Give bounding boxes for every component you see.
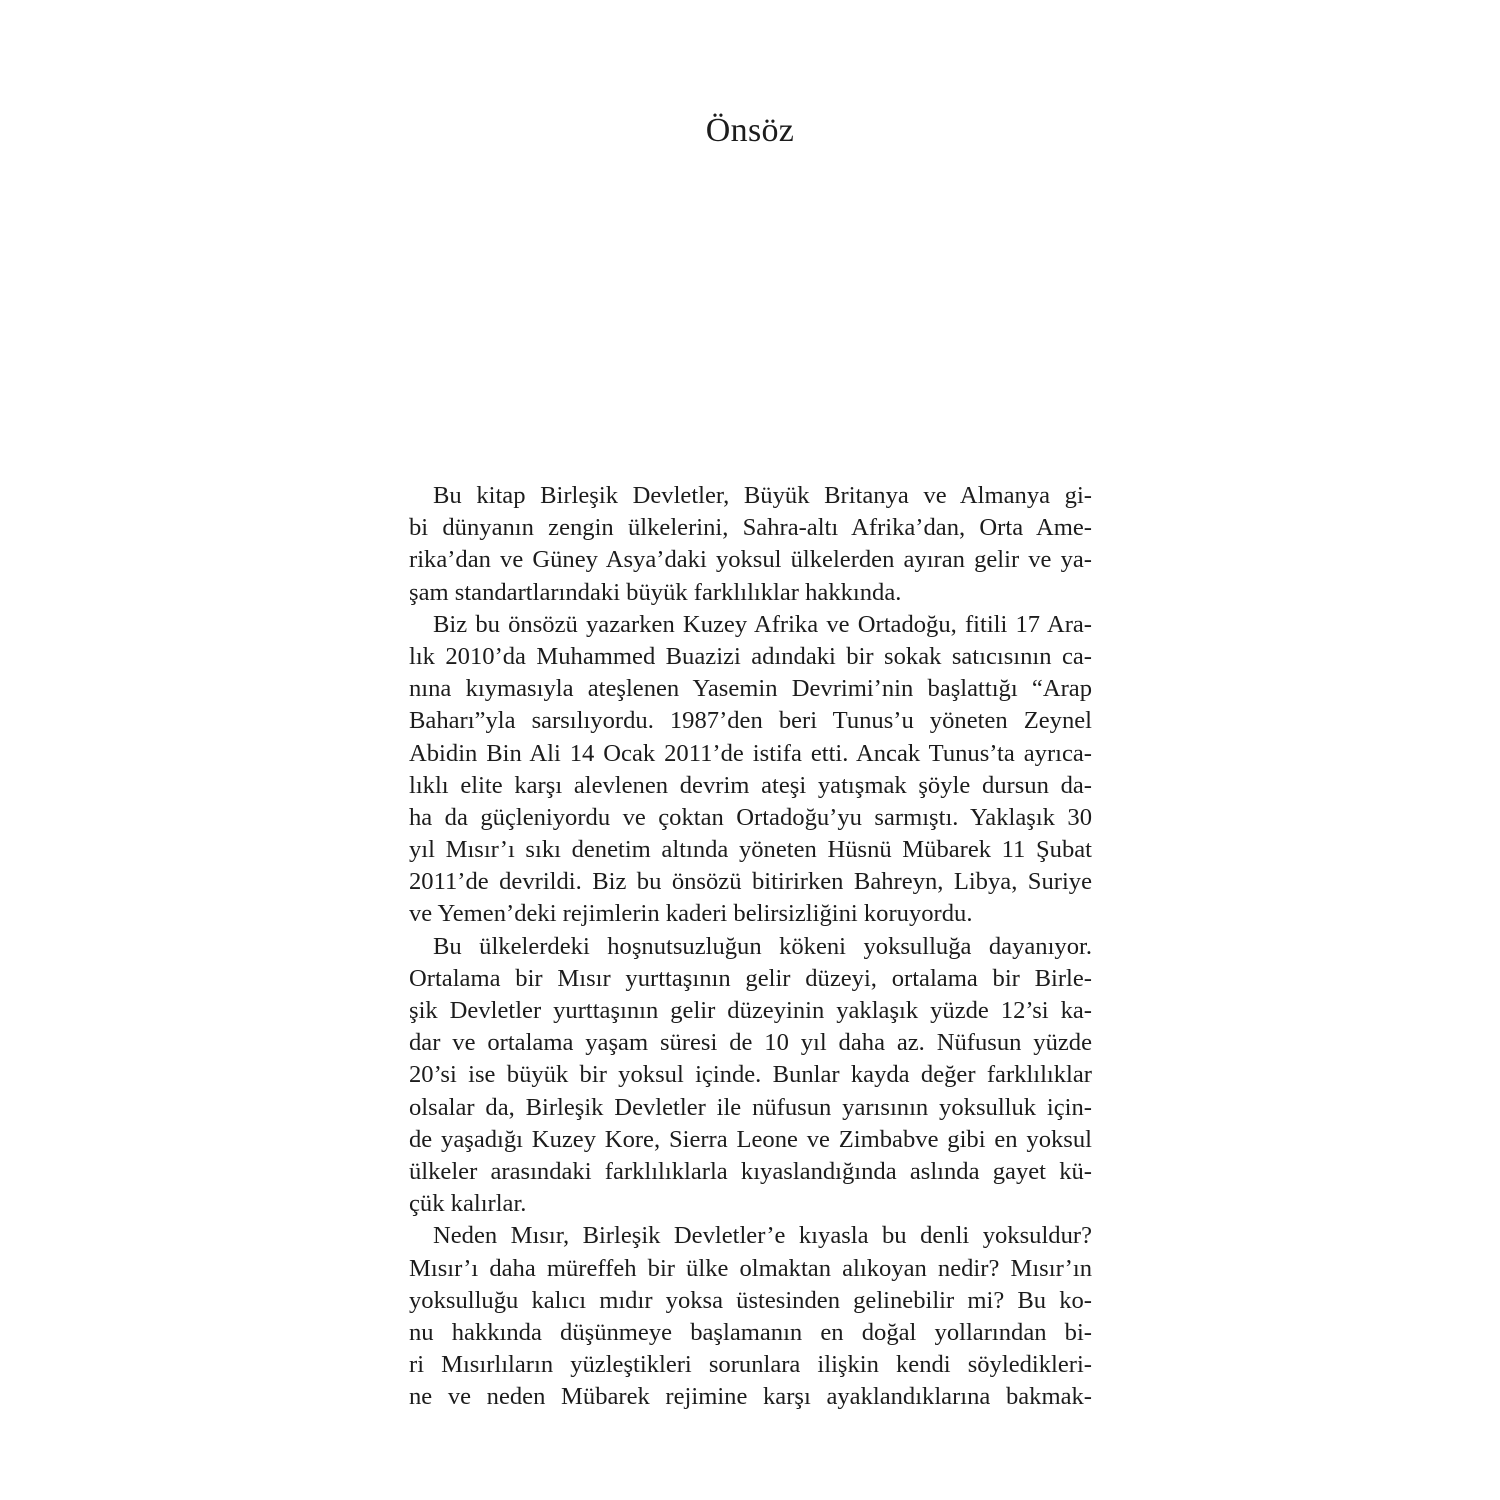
- text-line: şam standartlarındaki büyük farklılıklar hakkında.: [409, 578, 902, 606]
- text-line: şik Devletler yurttaşının gelir düzeyinin yaklaşık yüzde 12’si ka-: [409, 997, 1092, 1024]
- paragraph: [409, 1220, 1092, 1413]
- text-line: bi dünyanın zengin ülkelerini, Sahra-altı Afrika’dan, Orta Ame-: [409, 514, 1092, 542]
- text-line: ri Mısırlıların yüzleştikleri sorunlara ilişkin kendi söyledikleri-: [409, 1351, 1092, 1379]
- text-line: lıklı elite karşı alevlenen devrim ateşi yatışmak şöyle dursun da-: [409, 771, 1092, 799]
- text-line: Bu kitap Birleşik Devletler, Büyük Britanya ve Almanya gi-: [433, 482, 1092, 509]
- text-line: 2011’de devrildi. Biz bu önsözü bitirirken Bahreyn, Libya, Suriye: [409, 868, 1092, 896]
- text-line: Ortalama bir Mısır yurttaşının gelir düzeyi, ortalama bir Birle-: [409, 964, 1092, 992]
- text-line: olsalar da, Birleşik Devletler ile nüfusun yarısının yoksulluk için-: [409, 1093, 1092, 1121]
- text-line: yoksulluğu kalıcı mıdır yoksa üstesinden gelinebilir mi? Bu ko-: [409, 1286, 1092, 1314]
- text-line: ülkeler arasındaki farklılıklarla kıyaslandığında aslında gayet kü-: [409, 1157, 1092, 1185]
- text-line: ve Yemen’deki rejimlerin kaderi belirsizliğini koruyordu.: [409, 900, 973, 928]
- text-line: ne ve neden Mübarek rejimine karşı ayaklandıklarına bakmak-: [409, 1383, 1092, 1411]
- text-line: nına kıymasıyla ateşlenen Yasemin Devrimi’nin başlattığı “Arap: [409, 675, 1092, 703]
- body-text: [409, 480, 1092, 1413]
- text-line: çük kalırlar.: [409, 1190, 527, 1218]
- text-line: 20’si ise büyük bir yoksul içinde. Bunlar kayda değer farklılıklar: [409, 1061, 1092, 1089]
- text-line: rika’dan ve Güney Asya’daki yoksul ülkelerden ayıran gelir ve ya-: [409, 546, 1092, 574]
- chapter-title: Önsöz: [705, 112, 795, 149]
- text-line: lık 2010’da Muhammed Buazizi adındaki bir sokak satıcısının ca-: [409, 642, 1092, 670]
- text-line: Mısır’ı daha müreffeh bir ülke olmaktan alıkoyan nedir? Mısır’ın: [409, 1254, 1092, 1282]
- text-line: Bu ülkelerdeki hoşnutsuzluğun kökeni yoksulluğa dayanıyor.: [433, 932, 1092, 960]
- text-line: nu hakkında düşünmeye başlamanın en doğal yollarından bi-: [409, 1318, 1092, 1346]
- paragraph: [409, 609, 1092, 931]
- text-line: Biz bu önsözü yazarken Kuzey Afrika ve Ortadoğu, fitili 17 Ara-: [433, 610, 1092, 638]
- text-line: Neden Mısır, Birleşik Devletler’e kıyasla bu denli yoksuldur?: [433, 1222, 1092, 1250]
- text-line: dar ve ortalama yaşam süresi de 10 yıl daha az. Nüfusun yüzde: [409, 1029, 1092, 1057]
- text-line: Abidin Bin Ali 14 Ocak 2011’de istifa etti. Ancak Tunus’ta ayrıca-: [409, 739, 1092, 767]
- text-line: yıl Mısır’ı sıkı denetim altında yöneten Hüsnü Mübarek 11 Şubat: [409, 836, 1092, 864]
- paragraph: [409, 931, 1092, 1221]
- text-line: Baharı”yla sarsılıyordu. 1987’den beri Tunus’u yöneten Zeynel: [409, 707, 1092, 735]
- paragraph: [409, 480, 1092, 609]
- text-line: ha da güçleniyordu ve çoktan Ortadoğu’yu sarmıştı. Yaklaşık 30: [409, 803, 1092, 831]
- text-line: de yaşadığı Kuzey Kore, Sierra Leone ve Zimbabve gibi en yoksul: [409, 1125, 1092, 1153]
